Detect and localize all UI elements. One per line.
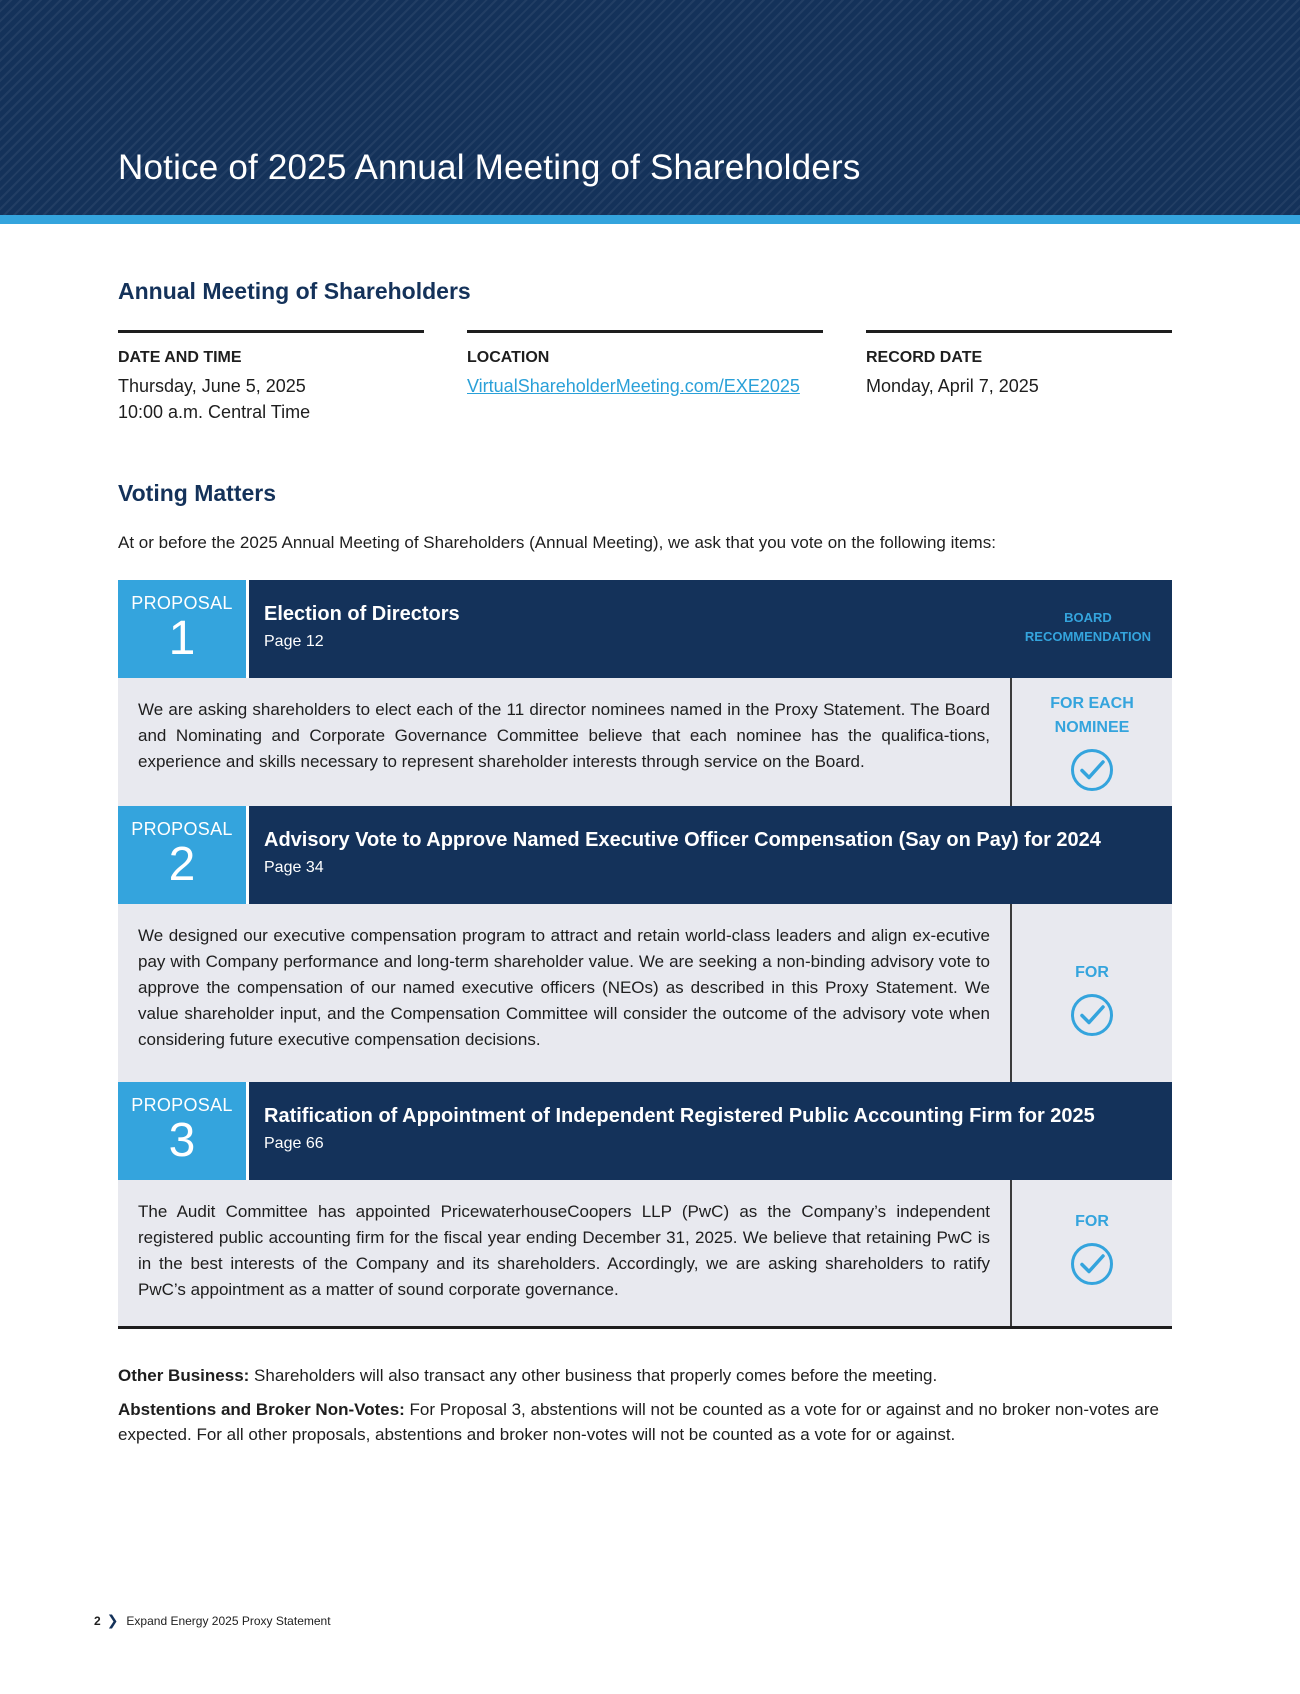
location-label: LOCATION	[467, 349, 550, 366]
meeting-heading: Annual Meeting of Shareholders	[118, 278, 471, 304]
voting-heading: Voting Matters	[118, 480, 277, 506]
meeting-time: 10:00 a.m. Central Time	[118, 402, 311, 422]
board-recommendation-label: BOARD RECOMMENDATION	[1024, 610, 1152, 644]
proposal-2	[118, 806, 1172, 1082]
meeting-location-link[interactable]: VirtualShareholderMeeting.com/EXE2025	[467, 376, 800, 396]
recommendation-text: FOR EACH NOMINEE	[1050, 695, 1134, 736]
meeting-date: Thursday, June 5, 2025	[118, 376, 306, 396]
record-date-label: RECORD DATE	[866, 349, 983, 366]
date-time-label: DATE AND TIME	[118, 349, 242, 366]
proposal-description: The Audit Committee has appointed PricewaterhouseCoopers LLP (PwC) as the Company’s independent registered public accounting firm for the fiscal year ending December 31, 2025. We believe that retaining PwC is in the best interests of the Company and its shareholders. Accordingly, we are asking shareholders to ratify PwC’s appointment as a matter of sound corporate governance.	[138, 1202, 990, 1299]
check-circle-icon	[1070, 993, 1114, 1037]
proposal-description: We designed our executive compensation program to attract and retain world-class leaders and align ex-ecutive pay with Company performance and long-term shareholder value. We are seeking a non-binding advisory vote to approve the compensation of our named executive officers (NEOs) as described in this Proxy Statement. We value shareholder input, and the Compensation Committee will consider the outcome of the advisory vote when considering future executive compensation decisions.	[138, 926, 990, 1049]
other-business-note	[118, 1363, 1172, 1388]
recommendation-text: FOR	[1075, 964, 1109, 981]
proposal-title-box	[249, 1082, 1172, 1180]
date-time-block	[118, 330, 424, 425]
page-number: 2	[94, 1613, 101, 1628]
chevron-right-icon: ❯	[106, 1612, 119, 1628]
proposal-body	[118, 904, 1172, 1082]
proposal-recommendation	[1010, 678, 1172, 806]
check-circle-icon	[1070, 748, 1114, 792]
proposal-number-box	[118, 580, 246, 678]
proposal-title: Election of Directors	[264, 603, 460, 625]
other-business-label: Other Business:	[118, 1366, 250, 1385]
table-bottom-rule	[118, 1326, 1172, 1329]
proposal-page-ref: Page 12	[264, 633, 324, 650]
proposal-number-box	[118, 1082, 246, 1180]
proposal-1	[118, 580, 1172, 806]
recommendation-text: FOR	[1075, 1213, 1109, 1230]
banner-accent-stripe	[0, 215, 1300, 224]
proposal-label: PROPOSAL	[131, 1095, 233, 1115]
proposal-title: Advisory Vote to Approve Named Executive Officer Compensation (Say on Pay) for 2024	[264, 829, 1101, 851]
footer-text: Expand Energy 2025 Proxy Statement	[126, 1613, 331, 1628]
abstentions-text: For Proposal 3, abstentions will not be counted as a vote for or against and no broker non-votes are expected. For all other proposals, abstentions and broker non-votes will not be counted as a vote for or against.	[118, 1400, 1159, 1444]
proposal-number-box	[118, 806, 246, 904]
proposal-body	[118, 678, 1172, 806]
record-date-block	[866, 330, 1172, 399]
proposal-header	[118, 580, 1172, 678]
proposal-number: 2	[168, 838, 196, 891]
proposal-page-ref: Page 66	[264, 1135, 324, 1152]
proposal-header	[118, 1082, 1172, 1180]
proposal-header	[118, 806, 1172, 904]
voting-intro: At or before the 2025 Annual Meeting of Shareholders (Annual Meeting), we ask that you vote on the following items:	[118, 533, 996, 552]
proposal-label: PROPOSAL	[131, 593, 233, 613]
header-banner	[0, 0, 1300, 215]
proposal-body	[118, 1180, 1172, 1326]
check-circle-icon	[1070, 1242, 1114, 1286]
proposal-description: We are asking shareholders to elect each of the 11 director nominees named in the Proxy Statement. The Board and Nominating and Corporate Governance Committee believe that each nominee has the qualifica-tions, experience and skills necessary to represent shareholder interests through service on the Board.	[138, 700, 990, 771]
page-footer	[94, 1612, 331, 1629]
proposal-recommendation	[1010, 1180, 1172, 1326]
proposal-title-box	[249, 580, 1172, 678]
proposal-number: 3	[168, 1114, 196, 1167]
proposal-number: 1	[168, 612, 196, 665]
proposal-recommendation	[1010, 904, 1172, 1082]
proposal-title-box	[249, 806, 1172, 904]
proposal-3	[118, 1082, 1172, 1326]
page-title: Notice of 2025 Annual Meeting of Shareholders	[118, 148, 861, 187]
proposal-title: Ratification of Appointment of Independent Registered Public Accounting Firm for 2025	[264, 1105, 1095, 1127]
abstentions-note	[118, 1397, 1172, 1447]
record-date-value: Monday, April 7, 2025	[866, 376, 1039, 396]
location-block	[467, 330, 823, 399]
proposal-label: PROPOSAL	[131, 819, 233, 839]
proposal-page-ref: Page 34	[264, 859, 324, 876]
abstentions-label: Abstentions and Broker Non-Votes:	[118, 1400, 405, 1419]
other-business-text: Shareholders will also transact any other business that properly comes before the meeting.	[249, 1366, 938, 1385]
